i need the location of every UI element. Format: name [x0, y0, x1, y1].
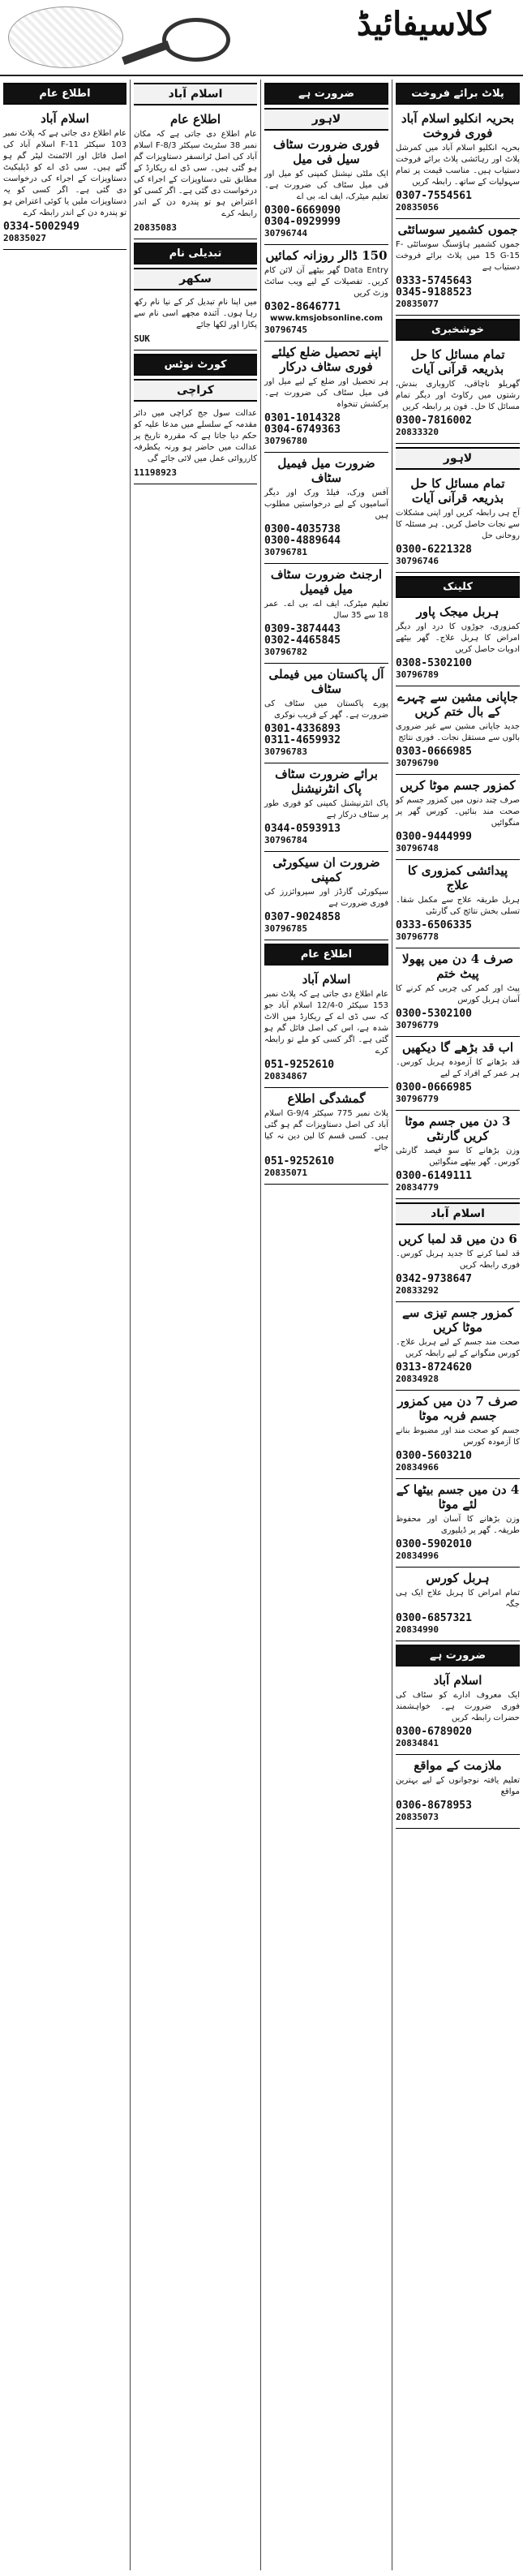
ad-phone: 0333-6506335 [396, 919, 472, 931]
section-heading: پلاٹ برائے فروخت [396, 83, 520, 105]
ad-phone: 0300-4889644 [264, 535, 341, 547]
ad-body: وزن بڑھانے کا آسان اور محفوظ طریقہ۔ گھر پر ڈیلیوری [396, 1515, 520, 1535]
newspaper-illustration-icon [8, 6, 123, 68]
classified-ad [396, 1568, 520, 1641]
ad-phone: 0300-6221328 [396, 544, 472, 556]
ad-body: میں اپنا نام تبدیل کر کے نیا نام رکھ رہا ہوں۔ آئندہ مجھے اسی نام سے پکارا اور لکھا جائے [134, 298, 257, 329]
ad-body: پلاٹ نمبر 775 سیکٹر G-9/4 اسلام آباد کی اصل دستاویزات گم ہو گئی ہیں۔ کسی قسم کا لین دین نہ کیا جائے [264, 1109, 389, 1152]
ad-title: گمشدگی اطلاع [287, 1091, 366, 1106]
ad-title: پیدائشی کمزوری کا علاج [407, 863, 508, 892]
classified-ad [134, 109, 257, 239]
ad-phone: 30796744 [264, 228, 307, 239]
ad-title: صرف 4 دن میں پھولا پیٹ ختم [402, 952, 513, 981]
classified-ad [396, 948, 520, 1037]
ad-phone: 0333-5745643 [396, 275, 472, 287]
ad-title: جموں کشمیر سوسائٹی [397, 222, 518, 237]
ad-title: آل پاکستان میں فیملی سٹاف [268, 667, 384, 696]
ad-title: جاپانی مشین سے چہرے کے بال ختم کریں [397, 690, 518, 719]
section-heading: لاہور [264, 108, 388, 131]
section-heading: اطلاع عام [264, 944, 388, 965]
ad-phone: 20835083 [134, 222, 177, 233]
section-heading: تبدیلی نام [134, 243, 257, 264]
ad-title: اطلاع عام [169, 112, 221, 127]
classified-ad [134, 405, 257, 484]
section-heading: کورٹ نوٹس [134, 354, 257, 376]
ad-phone: 30796779 [396, 1020, 439, 1030]
ad-phone: 0342-9738647 [396, 1273, 472, 1285]
ad-phone: 30796781 [264, 547, 307, 557]
ad-phone: 0300-7816002 [396, 415, 472, 427]
ad-phone: www.kmsjobsonline.com [269, 314, 384, 323]
ad-phone: 0300-5302100 [396, 1008, 472, 1020]
ad-title: 3 دن میں جسم موٹا کریں گارنٹی [405, 1114, 511, 1143]
classified-ad [396, 860, 520, 948]
ad-phone: 0300-4035738 [264, 523, 341, 535]
ad-body: جموں کشمیر ہاؤسنگ سوسائٹی F-15 G-15 میں پلاٹ برائے فروخت دستیاب ہے [396, 240, 520, 272]
classified-ad [396, 1670, 520, 1755]
ad-body: سیکورٹی گارڈز اور سپروائزرز کی فوری ضرورت ہے [264, 888, 388, 908]
ad-phone: 20834779 [396, 1182, 439, 1193]
ad-phone: 0306-8678953 [396, 1800, 472, 1812]
ad-phone: 0300-0666985 [396, 1082, 472, 1094]
ad-body: جدید جاپانی مشین سے غیر ضروری بالوں سے مستقل نجات۔ فوری نتائج [396, 722, 520, 742]
ad-phone: 20834867 [264, 1071, 307, 1082]
ad-body: عام اطلاع دی جاتی ہے کہ مکان نمبر 38 سٹریٹ سیکٹر F-8/3 اسلام آباد کی اصل ٹرانسفر دستاویزات گم ہو گئی ہیں۔ سی ڈی اے ریکارڈ کے مطابق نئی دستاویزات کے اجراء کی درخواست دی گئی ہے۔ اگر کسی کو اعتراض ہو تو پندرہ دن کے اندر رابطہ کرے [134, 130, 257, 218]
ad-body: عام اطلاع دی جاتی ہے کہ پلاٹ نمبر 153 سیکٹر 0-12/4 اسلام آباد جو کہ سی ڈی اے کے ریکارڈ میں الاٹ شدہ ہے، اس کی اصل فائل گم ہو گئی ہے۔ اگر کسی کو ملے تو رابطہ کرے [264, 990, 388, 1056]
ad-phone: 30796783 [264, 746, 307, 757]
column-2 [261, 80, 392, 2570]
ad-body: ایک معروف ادارے کو سٹاف کی فوری ضرورت ہے۔ خواہشمند حضرات رابطہ کریں [396, 1691, 520, 1722]
ad-body: آفس ورک، فیلڈ ورک اور دیگر آسامیوں کے لیے درخواستیں مطلوب ہیں [264, 488, 388, 520]
ad-phone: 0344-0593913 [264, 823, 341, 835]
ad-phone: 0300-6857321 [396, 1612, 472, 1624]
ad-title: فوری ضرورت سٹاف سیل فی میل [272, 137, 380, 166]
ad-phone: 20834990 [396, 1624, 439, 1635]
ad-title: برائے ضرورت سٹاف پاک انٹرنیشنل [275, 767, 378, 796]
ad-title: ہربل میجک پاور [416, 604, 499, 619]
ad-phone: 0304-0929999 [264, 216, 341, 228]
ad-phone: 20833292 [396, 1285, 439, 1296]
section-heading: لاہور [396, 447, 520, 470]
ad-title: ارجنٹ ضرورت سٹاف میل فیمیل [270, 567, 383, 596]
ad-phone: 30796785 [264, 923, 307, 934]
ad-phone: 20835071 [264, 1168, 307, 1178]
ad-phone: 0304-6749363 [264, 424, 341, 436]
ad-phone: 0334-5002949 [3, 221, 79, 233]
ad-title: ہربل کورس [426, 1571, 490, 1585]
ad-title: 150 ڈالر روزانہ کمائیں [265, 248, 388, 263]
ad-phone: 0300-5902010 [396, 1538, 472, 1550]
classified-ad [264, 453, 388, 564]
ad-body: قد لمبا کرنے کا جدید ہربل کورس۔ فوری رابطہ کریں [396, 1249, 520, 1270]
column-3 [131, 80, 261, 2570]
ad-phone: 0309-3874443 [264, 623, 341, 635]
ad-title: ضرورت ان سیکورٹی کمپنی [272, 855, 380, 884]
ad-phone: 0300-6669090 [264, 204, 341, 217]
ad-title: ضرورت میل فیمیل سٹاف [277, 456, 375, 485]
ad-phone: 0303-0666985 [396, 746, 472, 758]
section-heading: اسلام آباد [134, 83, 257, 105]
classified-ad [3, 108, 126, 250]
ad-phone: 30796784 [264, 835, 307, 845]
classified-ad [396, 601, 520, 686]
ad-body: ایک ملٹی نیشنل کمپنی کو میل اور فی میل سٹاف کی ضرورت ہے۔ تعلیم میٹرک، ایف اے، بی اے [264, 170, 388, 201]
ad-phone: 0300-5603210 [396, 1450, 472, 1462]
ad-phone: 051-9252610 [264, 1059, 335, 1071]
ad-title: صرف 7 دن میں کمزور جسم فربہ موٹا [397, 1394, 518, 1423]
classified-ad [264, 763, 388, 852]
ad-title: تمام مسائل کا حل بذریعہ قرآنی آیات [410, 476, 505, 505]
section-heading: ضرورت ہے [396, 1645, 520, 1666]
ad-phone: 20834996 [396, 1550, 439, 1561]
classified-ad [396, 1037, 520, 1111]
column-1 [392, 80, 523, 2570]
ad-phone: 20835073 [396, 1812, 439, 1822]
classified-ad [396, 686, 520, 775]
ad-title: اسلام آباد [302, 972, 351, 987]
ad-title: 4 دن میں جسم بیٹھا کے لئے موٹا [396, 1482, 520, 1512]
ad-phone: 0302-8646771 [264, 301, 341, 313]
section-heading: خوشخبری [396, 319, 520, 341]
ad-phone: SUK [134, 333, 150, 344]
ad-body: بحریہ انکلیو اسلام آباد میں کمرشل پلاٹ اور رہائشی پلاٹ برائے فروخت دستیاب ہیں۔ مناسب قیمت پر تمام سہولیات کے ساتھ۔ رابطہ کریں [396, 144, 520, 187]
classified-ad [264, 342, 388, 453]
ad-phone: 30796779 [396, 1094, 439, 1104]
ad-phone: 11198923 [134, 467, 177, 478]
column-4 [0, 80, 131, 2570]
ad-title: تمام مسائل کا حل بذریعہ قرآنی آیات [410, 347, 505, 376]
ad-phone: 0302-4465845 [264, 634, 341, 647]
ad-body: تعلیم میٹرک، ایف اے، بی اے۔ عمر 18 سے 35 سال [264, 600, 388, 620]
classified-ad [396, 1479, 520, 1568]
ad-phone: 30796778 [396, 931, 439, 942]
ad-phone: 30796782 [264, 647, 307, 657]
classified-ad [396, 1228, 520, 1302]
classified-ad [396, 108, 520, 219]
ad-body: ہر تحصیل اور ضلع کے لیے میل اور فی میل سٹاف کی ضرورت ہے۔ پرکشش تنخواہ [264, 377, 388, 409]
ad-title: کمزور جسم تیزی سے موٹا کریں [402, 1305, 513, 1335]
ad-phone: 0311-4659932 [264, 734, 341, 746]
ad-phone: 30796790 [396, 758, 439, 768]
classified-ad [264, 564, 388, 664]
ad-phone: 20834841 [396, 1738, 439, 1748]
section-heading: کلینک [396, 576, 520, 598]
classified-ad [264, 1088, 388, 1185]
ad-phone: 0308-5302100 [396, 657, 472, 669]
classified-ad [396, 1755, 520, 1829]
classified-ad [134, 294, 257, 350]
classified-ad [396, 775, 520, 860]
ad-phone: 0313-8724620 [396, 1361, 472, 1374]
ad-phone: 20835077 [396, 299, 439, 309]
ad-body: تعلیم یافتہ نوجوانوں کے لیے بہترین مواقع [396, 1776, 520, 1796]
masthead [0, 0, 523, 76]
section-heading: سکھر [134, 268, 257, 290]
ad-body: جسم کو صحت مند اور مضبوط بنانے کا آزمودہ کورس [396, 1426, 520, 1447]
ad-body: گھریلو ناچاقی، کاروباری بندش، رشتوں میں رکاوٹ اور دیگر تمام مسائل کا حل۔ فون پر رابطہ کریں [396, 380, 520, 411]
ad-body: پیٹ اور کمر کی چربی کم کرنے کا آسان ہربل کورس [396, 984, 520, 1004]
ad-phone: 0300-6789020 [396, 1726, 472, 1738]
ad-body: پاک انٹرنیشنل کمپنی کو فوری طور پر سٹاف درکار ہے [264, 799, 388, 819]
classified-ad [396, 473, 520, 573]
ad-title: بحریہ انکلیو اسلام آباد فوری فروخت [401, 111, 515, 140]
ad-title: کمزور جسم موٹا کریں [400, 778, 516, 793]
section-heading: کراچی [134, 379, 257, 402]
ad-body: عدالت سول جج کراچی میں دائر مقدمہ کے سلسلے میں مدعا علیہ کو حکم دیا جاتا ہے کہ مقررہ تاریخ پر عدالت میں حاضر ہو ورنہ یکطرفہ کارروائی عمل میں لائی جائے گی [134, 409, 257, 463]
ad-phone: 30796748 [396, 843, 439, 854]
classified-ad [264, 969, 388, 1088]
ad-body: تمام امراض کا ہربل علاج ایک ہی جگہ [396, 1589, 520, 1609]
classified-ad [396, 1302, 520, 1391]
ad-body: عام اطلاع دی جاتی ہے کہ پلاٹ نمبر 103 سیکٹر F-11 اسلام آباد کی اصل فائل اور الاٹمنٹ لیٹر گم ہو گئے ہیں۔ سی ڈی اے کو ڈپلیکیٹ دستاویزات کے اجراء کی درخواست دی گئی ہے۔ اگر کسی کو یہ دستاویزات ملیں یا کوئی اعتراض ہو تو پندرہ دن کے اندر رابطہ کرے [3, 129, 126, 217]
ad-phone: 20835027 [3, 233, 46, 243]
ad-body: وزن بڑھانے کا سو فیصد گارنٹی کورس۔ گھر بیٹھے منگوائیں [396, 1146, 520, 1167]
ad-title: اپنے تحصیل ضلع کیلئے فوری سٹاف درکار [271, 345, 382, 374]
ad-body: آج ہی رابطہ کریں اور اپنی مشکلات سے نجات حاصل کریں۔ ہر مسئلہ کا روحانی حل [396, 509, 520, 540]
classified-ad [264, 134, 388, 245]
ad-phone: 20834966 [396, 1462, 439, 1473]
ad-title: ملازمت کے مواقع [414, 1758, 502, 1773]
ad-phone: 0345-9188523 [396, 286, 472, 299]
classified-ad [264, 664, 388, 763]
ad-body: صرف چند دنوں میں کمزور جسم کو صحت مند بنائیں۔ کورس گھر پر منگوائیں [396, 796, 520, 828]
ad-body: ہربل طریقہ علاج سے مکمل شفا۔ تسلی بخش نتائج کی گارنٹی [396, 896, 520, 916]
ad-phone: 0300-9444999 [396, 831, 472, 843]
ad-body: Data Entry گھر بیٹھے آن لائن کام کریں۔ تفصیلات کے لیے ویب سائٹ وزٹ کریں [264, 266, 388, 298]
ad-phone: 20834928 [396, 1374, 439, 1384]
ad-body: کمزوری، جوڑوں کا درد اور دیگر امراض کا ہربل علاج۔ گھر بیٹھے ادویات حاصل کریں [396, 622, 520, 654]
ad-title: اسلام آباد [433, 1673, 482, 1688]
ad-phone: 0307-9024858 [264, 911, 341, 923]
ad-phone: 30796780 [264, 436, 307, 446]
classified-ad [264, 245, 388, 342]
ad-phone: 0301-4336893 [264, 723, 341, 735]
classified-ad [396, 1111, 520, 1199]
ad-phone: 30796746 [396, 556, 439, 566]
page-title: کلاسیفائیڈ [356, 5, 491, 43]
section-heading: ضرورت ہے [264, 83, 388, 105]
section-heading: اطلاع عام [3, 83, 126, 105]
magnifier-icon [162, 18, 230, 62]
ad-title: اسلام آباد [41, 111, 89, 126]
classified-ad [396, 219, 520, 316]
ad-phone: 30796789 [396, 669, 439, 680]
ad-title: اب قد بڑھے گا دیکھیں [401, 1040, 514, 1055]
ad-body: پورے پاکستان میں سٹاف کی ضرورت ہے۔ گھر کے قریب نوکری [264, 699, 388, 720]
classified-ad [264, 852, 388, 940]
classified-ad [396, 344, 520, 444]
classified-ad [396, 1391, 520, 1479]
ad-phone: 20835056 [396, 202, 439, 213]
ad-phone: 20833320 [396, 427, 439, 437]
ad-phone: 051-9252610 [264, 1155, 335, 1168]
ad-title: 6 دن میں قد لمبا کریں [398, 1232, 517, 1246]
ad-body: قد بڑھانے کا آزمودہ ہربل کورس۔ ہر عمر کے افراد کے لیے [396, 1058, 520, 1078]
ad-phone: 0307-7554561 [396, 190, 472, 202]
ad-phone: 30796745 [264, 325, 307, 335]
ad-phone: 0301-1014328 [264, 412, 341, 424]
ad-body: صحت مند جسم کے لیے ہربل علاج۔ کورس منگوانے کے لیے رابطہ کریں [396, 1338, 520, 1358]
section-heading: اسلام آباد [396, 1202, 520, 1225]
ad-phone: 0300-6149111 [396, 1170, 472, 1182]
